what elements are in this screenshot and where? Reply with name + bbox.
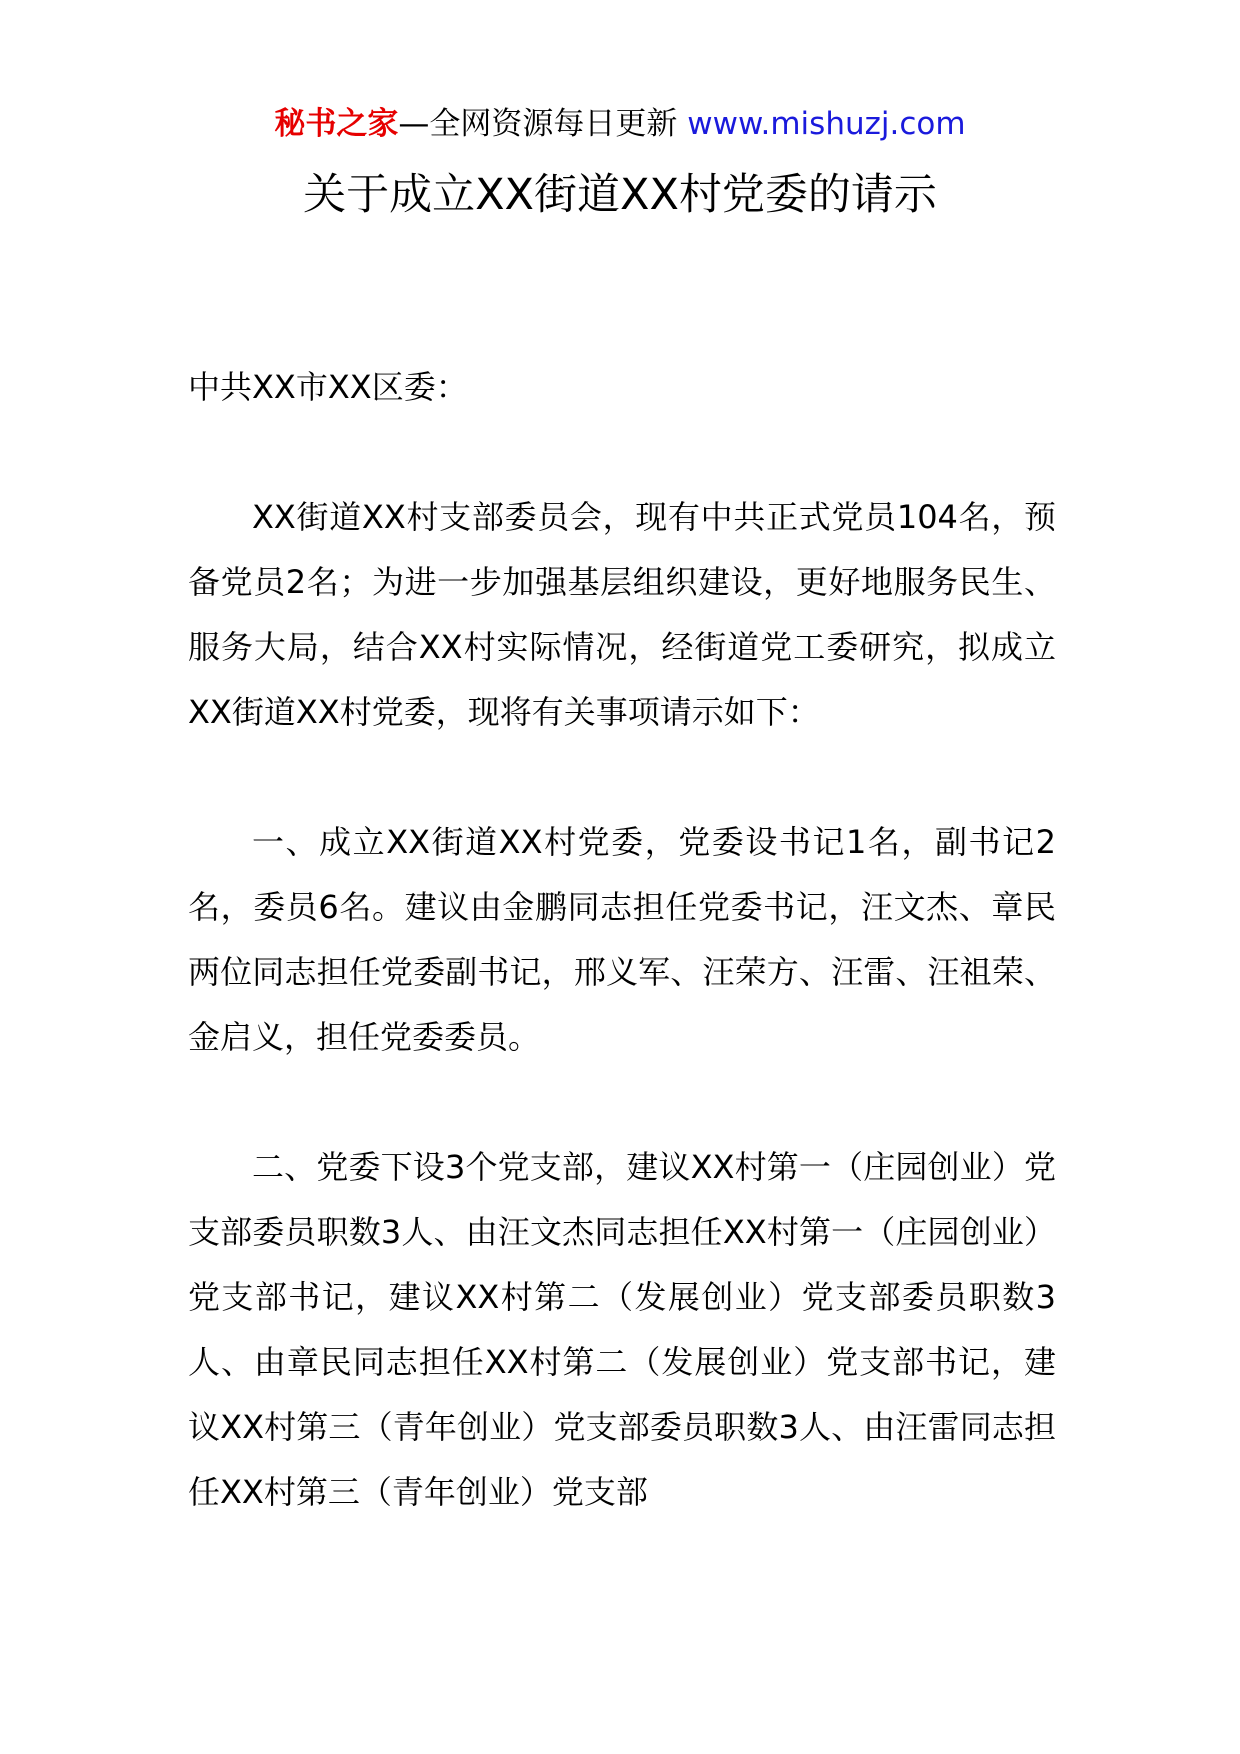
- body-paragraph-3: 二、党委下设3个党支部，建议XX村第一（庄园创业）党支部委员职数3人、由汪文杰同志担任XX村第一（庄园创业）党支部书记，建议XX村第二（发展创业）党支部委员职数3人、由章民同志担任XX村第二（发展创业）党支部书记，建议XX村第三（青年创业）党支部委员职数3人、由汪雷同志担任XX村第三（青年创业）党支部: [188, 1148, 1056, 1511]
- site-tagline: —全网资源每日更新: [398, 106, 678, 142]
- site-brand: 秘书之家: [274, 106, 399, 142]
- body-paragraph-1: XX街道XX村支部委员会，现有中共正式党员104名，预备党员2名；为进一步加强基层组织建设，更好地服务民生、服务大局，结合XX村实际情况，经街道党工委研究，拟成立XX街道XX村党委，现将有关事项请示如下：: [188, 498, 1056, 731]
- document-salutation: 中共XX市XX区委：: [188, 368, 468, 406]
- site-header: [0, 102, 1240, 146]
- document-title: 关于成立XX街道XX村党委的请示: [303, 170, 937, 220]
- body-paragraph-2: 一、成立XX街道XX村党委，党委设书记1名，副书记2名，委员6名。建议由金鹏同志担任党委书记，汪文杰、章民两位同志担任党委副书记，邢义军、汪荣方、汪雷、汪祖荣、金启义，担任党委委员。: [188, 823, 1056, 1056]
- site-url-link[interactable]: www.mishuzj.com: [687, 106, 966, 142]
- document-body: [188, 355, 1056, 1590]
